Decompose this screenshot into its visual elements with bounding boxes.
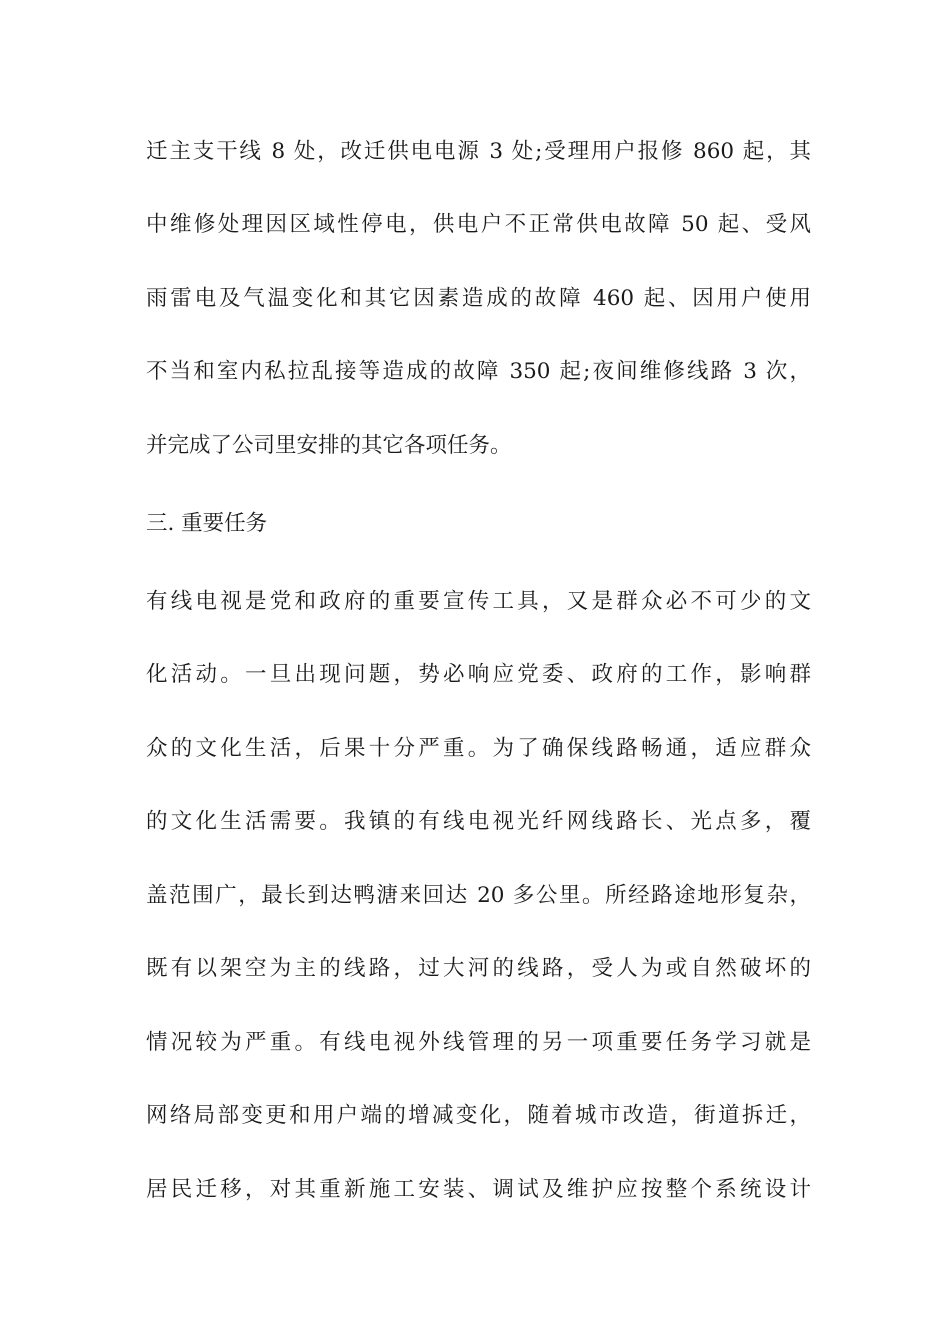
text-line-8: 化活动。一旦出现问题，势必响应党委、政府的工作，影响群 <box>146 662 811 687</box>
text-line-1: 迁主支干线 8 处，改迁供电电源 3 处;受理用户报修 860 起，其 <box>146 139 811 164</box>
text-line-9: 众的文化生活，后果十分严重。为了确保线路畅通，适应群众 <box>146 736 811 761</box>
text-line-15: 居民迁移，对其重新施工安装、调试及维护应按整个系统设计 <box>146 1177 811 1202</box>
text-line-12: 既有以架空为主的线路，过大河的线路，受人为或自然破坏的 <box>146 956 811 981</box>
text-line-7: 有线电视是党和政府的重要宣传工具，又是群众必不可少的文 <box>146 589 811 614</box>
text-line-2: 中维修处理因区域性停电，供电户不正常供电故障 50 起、受风 <box>146 212 811 237</box>
section-heading: 三. 重要任务 <box>146 511 268 536</box>
text-line-14: 网络局部变更和用户端的增减变化，随着城市改造，街道拆迁， <box>146 1103 811 1128</box>
text-line-3: 雨雷电及气温变化和其它因素造成的故障 460 起、因用户使用 <box>146 286 811 311</box>
text-line-4: 不当和室内私拉乱接等造成的故障 350 起;夜间维修线路 3 次， <box>146 359 811 384</box>
text-line-11: 盖范围广，最长到达鸭溏来回达 20 多公里。所经路途地形复杂， <box>146 883 811 908</box>
text-line-5: 并完成了公司里安排的其它各项任务。 <box>146 433 512 458</box>
text-line-10: 的文化生活需要。我镇的有线电视光纤网线路长、光点多，覆 <box>146 809 811 834</box>
text-line-13: 情况较为严重。有线电视外线管理的另一项重要任务学习就是 <box>146 1030 811 1055</box>
